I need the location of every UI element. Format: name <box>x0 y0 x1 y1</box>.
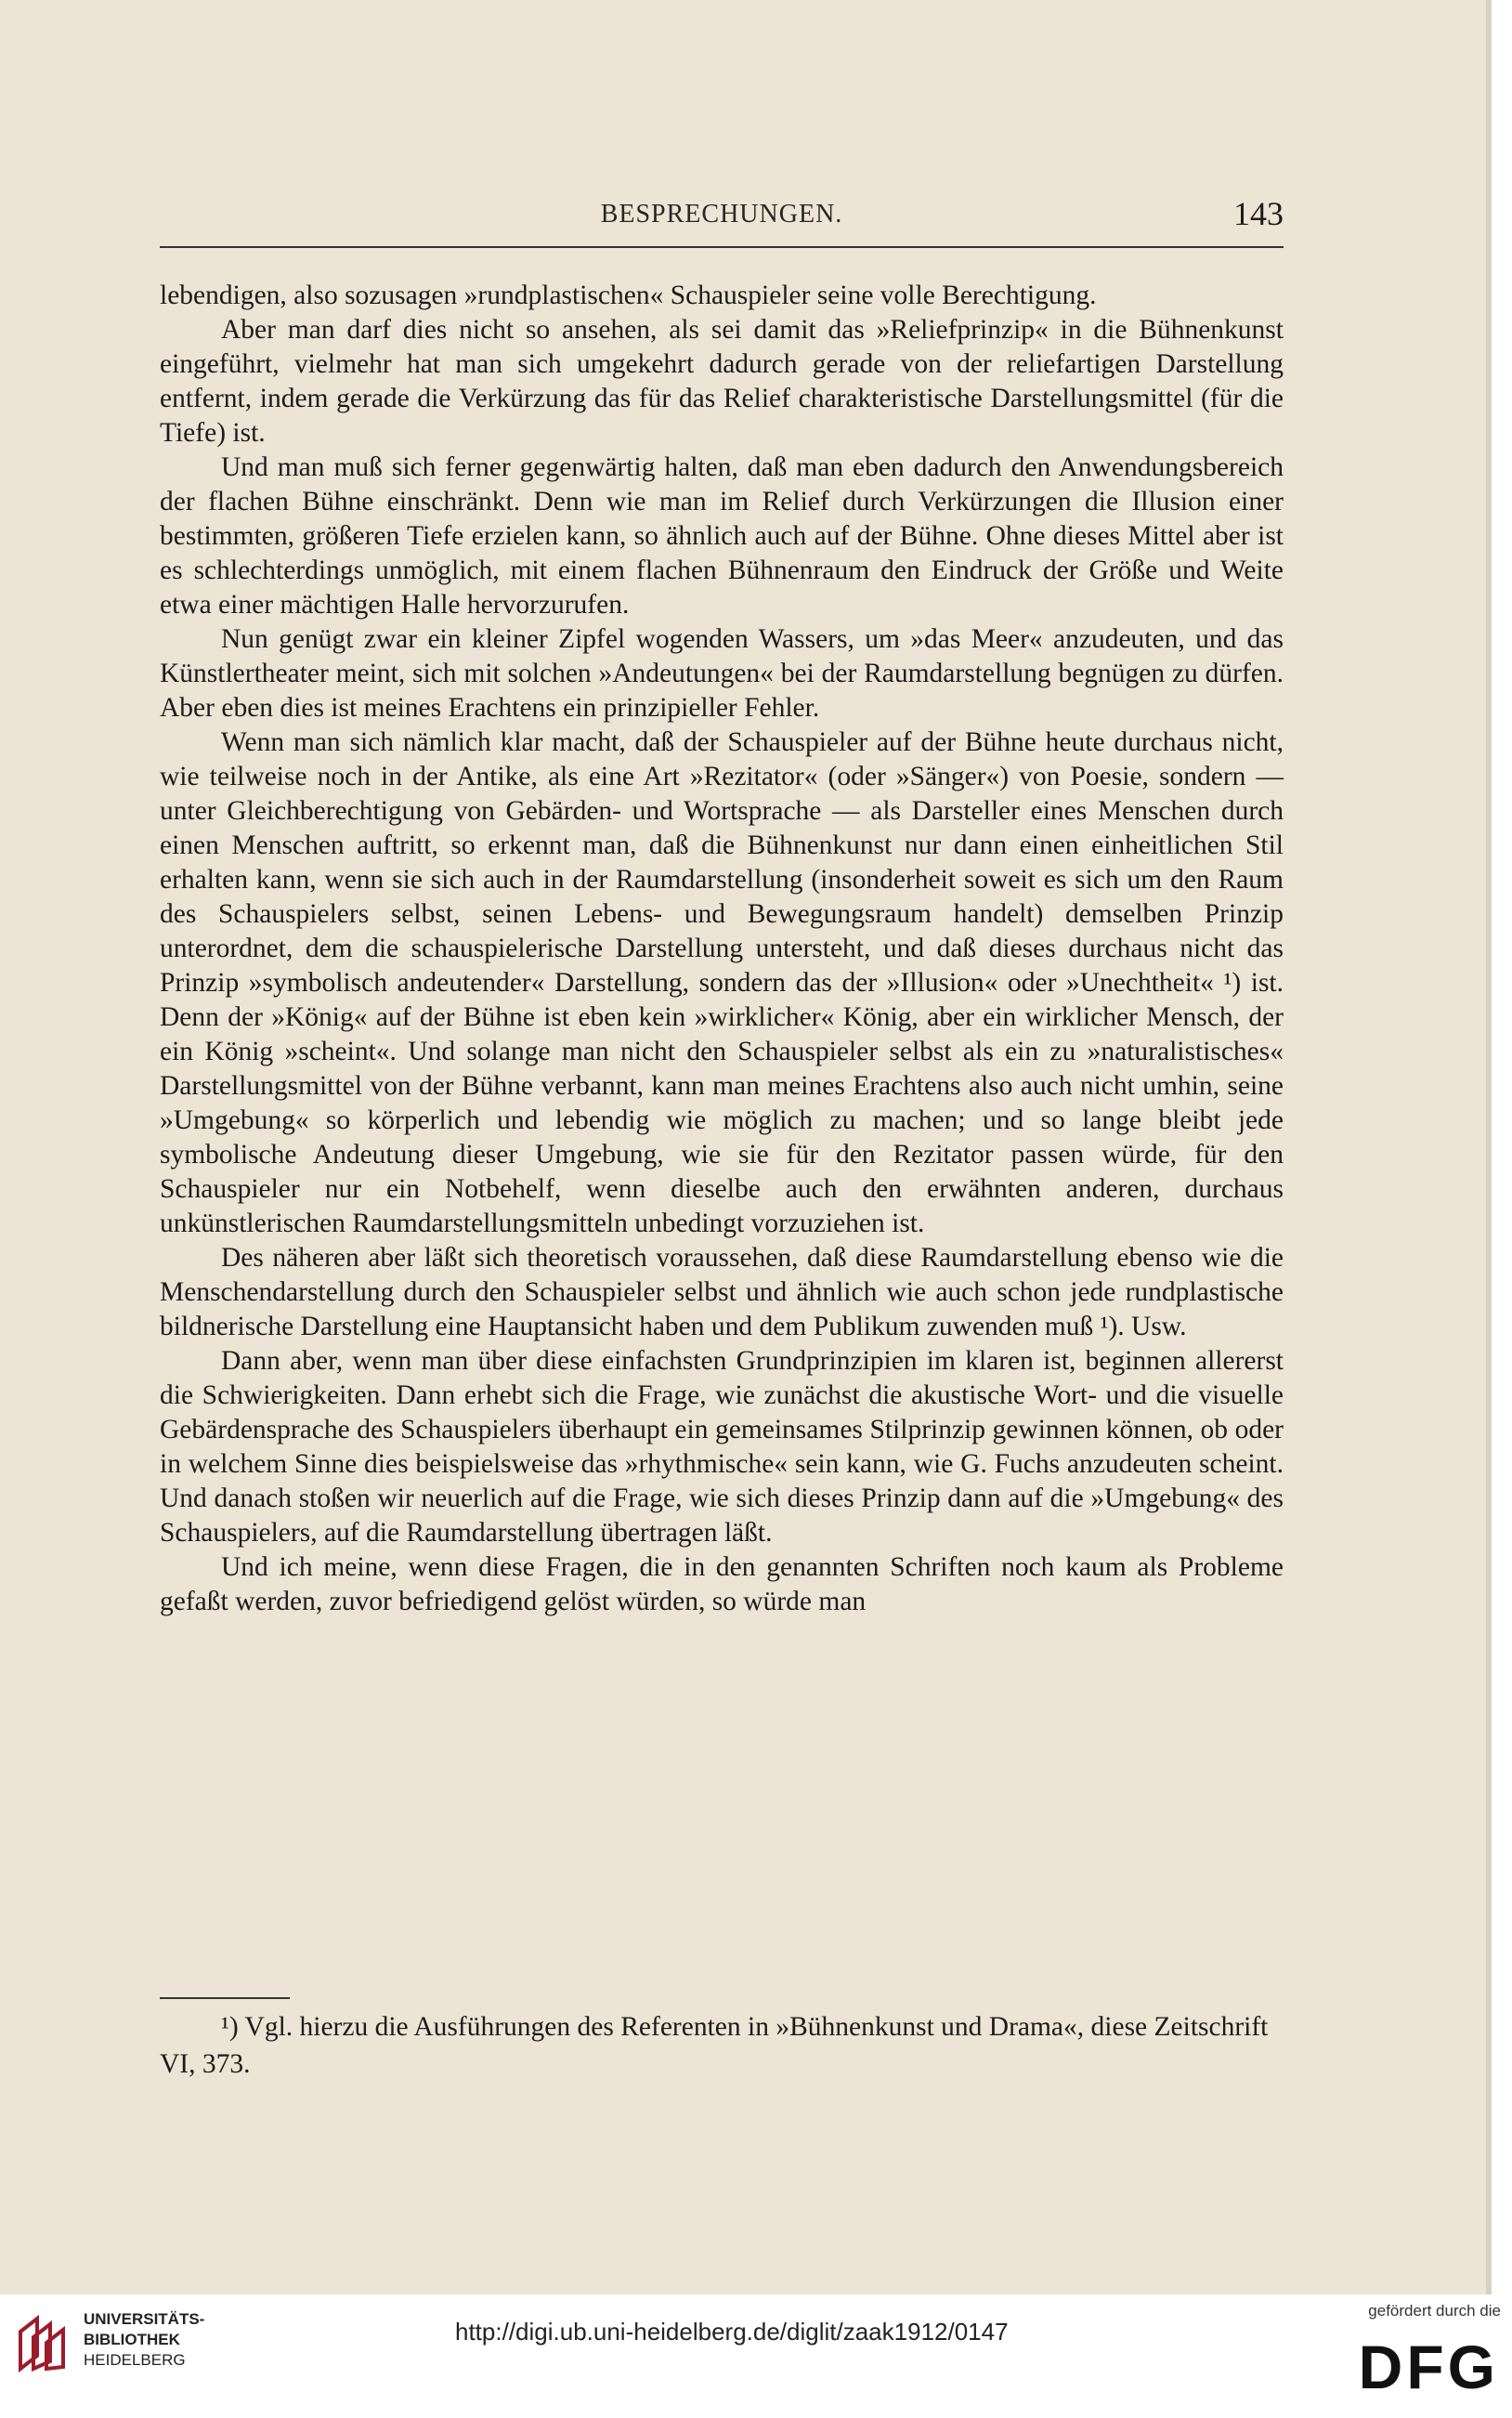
paragraph: Und man muß sich ferner gegenwärtig halten, daß man eben dadurch den Anwendungsbereich der flachen Bühne einschränkt. Denn wie man im Relief durch Verkürzungen die Illusion einer bestimmten, größeren Tiefe erzielen kann, so ähnlich auch auf der Bühne. Ohne dieses Mittel aber ist es schlechterdings unmöglich, mit einem flachen Bühnenraum den Eindruck der Größe und Weite etwa einer mächtigen Halle hervorzurufen. <box>160 452 1284 620</box>
viewer-footer <box>0 2294 1512 2418</box>
footnote: ¹) Vgl. hierzu die Ausführungen des Referenten in »Bühnenkunst und Drama«, diese Zeitschrift VI, 373. <box>160 2012 1269 2079</box>
permalink-url[interactable]: http://digi.ub.uni-heidelberg.de/diglit/zaak1912/0147 <box>455 2318 1009 2346</box>
dfg-logo: DFG <box>1358 2333 1499 2401</box>
header-rule <box>160 246 1284 248</box>
library-name <box>84 2309 204 2371</box>
library-name-line: HEIDELBERG <box>84 2351 186 2369</box>
university-library-logo-icon <box>15 2311 72 2376</box>
paragraph: Aber man darf dies nicht so ansehen, als sei damit das »Reliefprinzip« in die Bühnenkunst eingeführt, vielmehr hat man sich umgekehrt dadurch gerade von der reliefartigen Darstellung entfernt, indem gerade die Verkürzung das für das Relief charakteristische Darstellungsmittel (für die Tiefe) ist. <box>160 315 1284 448</box>
footnote-rule <box>160 1997 290 1999</box>
page-header <box>160 195 1284 241</box>
body-text <box>160 279 1284 1619</box>
page-number: 143 <box>1233 195 1284 232</box>
paragraph: lebendigen, also sozusagen »rundplastischen« Schauspieler seine volle Berechtigung. <box>160 281 1097 310</box>
paragraph: Wenn man sich nämlich klar macht, daß der Schauspieler auf der Bühne heute durchaus nicht, wie teilweise noch in der Antike, als eine Art »Rezitator« (oder »Sänger«) von Poesie, sondern — unter Gleichberechtigung von Gebärden- und Wortsprache — als Darsteller eines Menschen durch einen Menschen auftritt, so erkennt man, daß die Bühnenkunst nur dann einen einheitlichen Stil erhalten kann, wenn sie sich auch in der Raumdarstellung (insonderheit soweit es sich um den Raum des Schauspielers selbst, seinen Lebens- und Bewegungsraum handelt) demselben Prinzip unterordnet, dem die schauspielerische Darstellung untersteht, und daß dieses durchaus nicht das Prinzip »symbolisch andeutender« Darstellung, sondern das der »Illusion« oder »Unechtheit« ¹) ist. Denn der »König« auf der Bühne ist eben kein »wirklicher« König, aber ein wirklicher Mensch, der ein König »scheint«. Und solange man nicht den Schauspieler selbst als ein zu »naturalistisches« Darstellungsmittel von der Bühne verbannt, kann man meines Erachtens also auch nicht umhin, seine »Umgebung« so körperlich und lebendig wie möglich zu machen; und so lange bleibt jede symbolische Andeutung dieser Umgebung, wie sie für den Rezitator passen würde, für den Schauspieler nur ein Notbehelf, wenn dieselbe auch den erwähnten anderen, durchaus unkünstlerischen Raumdarstellungsmitteln unbedingt vorzuziehen ist. <box>160 727 1284 1238</box>
paragraph: Und ich meine, wenn diese Fragen, die in den genannten Schriften noch kaum als Probleme gefaßt werden, zuvor befriedigend gelöst würden, so würde man <box>160 1552 1284 1616</box>
paragraph: Des näheren aber läßt sich theoretisch voraussehen, daß diese Raumdarstellung ebenso wie die Menschendarstellung durch den Schauspieler selbst und ähnlich wie auch schon jede rundplastische bildnerische Darstellung eine Hauptansicht haben und dem Publikum zuwenden muß ¹). Usw. <box>160 1243 1284 1341</box>
running-head: BESPRECHUNGEN. <box>600 200 843 229</box>
paragraph: Nun genügt zwar ein kleiner Zipfel wogenden Wassers, um »das Meer« anzudeuten, und das Künstlertheater meint, sich mit solchen »Andeutungen« bei der Raumdarstellung begnügen zu dürfen. Aber eben dies ist meines Erachtens ein prinzipieller Fehler. <box>160 624 1284 723</box>
library-name-line: BIBLIOTHEK <box>84 2331 180 2348</box>
library-name-line: UNIVERSITÄTS- <box>84 2310 205 2328</box>
paragraph: Dann aber, wenn man über diese einfachsten Grundprinzipien im klaren ist, beginnen allererst die Schwierigkeiten. Dann erhebt sich die Frage, wie zunächst die akustische Wort- und die visuelle Gebärdensprache des Schauspielers überhaupt ein gemeinsames Stilprinzip gewinnen können, ob oder in welchem Sinne dies beispielsweise das »rhythmische« sein kann, wie G. Fuchs anzudeuten scheint. Und danach stoßen wir neuerlich auf die Frage, wie sich dieses Prinzip dann auf die »Umgebung« des Schauspielers, auf die Raumdarstellung übertragen läßt. <box>160 1346 1284 1548</box>
funding-note: gefördert durch die <box>1368 2302 1501 2320</box>
